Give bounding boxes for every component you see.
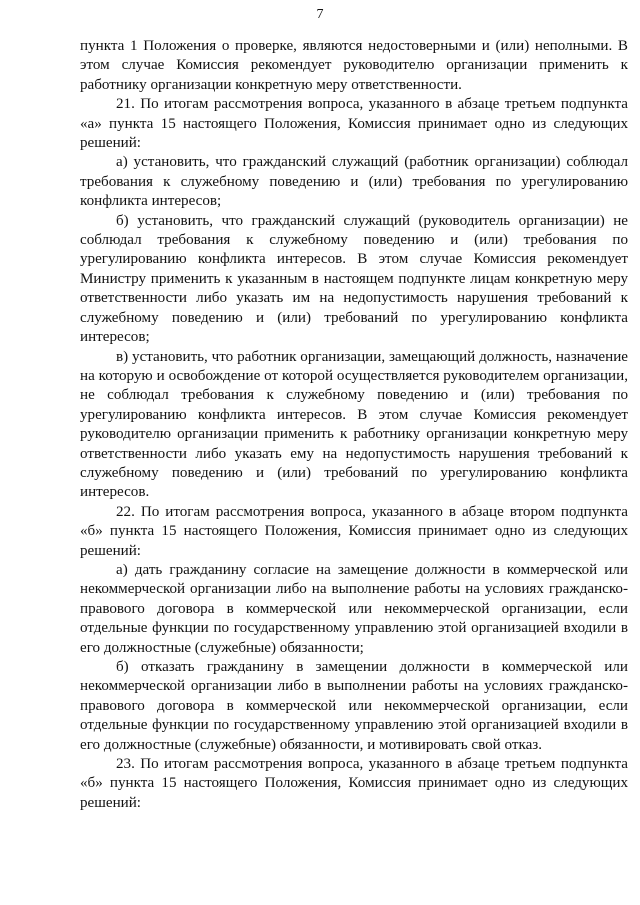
paragraph-21-v: в) установить, что работник организации, замещающий должность, назначение на которую и освобождение от которой осуществляется руководителем организации, не соблюдал требования к служебному поведению и (или) требования по урегулированию конфликта интересов. В этом случае Комиссия рекомендует руководителю организации применить к работнику организации конкретную меру ответственности либо указать ему на недопустимость нарушения требований к служебному поведению и (или) требований по урегулированию конфликта интересов. — [80, 348, 628, 501]
paragraph-continuation: пункта 1 Положения о проверке, являются недостоверными и (или) неполными. В этом случае Комиссия рекомендует руководителю организации применить к работнику организации конкретную меру ответственности. — [80, 38, 628, 93]
paragraph-21-a: а) установить, что гражданский служащий (работник организации) соблюдал требования к служебному поведению и (или) требования по урегулированию конфликта интересов; — [80, 154, 628, 210]
paragraph-22-b: б) отказать гражданину в замещении должности в коммерческой или некоммерческой организации либо в выполнении работы на условиях гражданско-правового договора в коммерческой или некоммерческой организации, если отдельные функции по государственному управлению этой организацией входили в его должностные (служебные) обязанности, и мотивировать свой отказ. — [80, 659, 628, 753]
paragraph-22: 22. По итогам рассмотрения вопроса, указанного в абзаце втором подпункта «б» пункта 15 настоящего Положения, Комиссия принимает одно из следующих решений: — [80, 503, 628, 559]
page-number: 7 — [316, 7, 324, 22]
paragraph-23: 23. По итогам рассмотрения вопроса, указанного в абзаце третьем подпункта «б» пункта 15 настоящего Положения, Комиссия принимает одно из следующих решений: — [80, 756, 628, 811]
document-body — [80, 37, 628, 813]
paragraph-21: 21. По итогам рассмотрения вопроса, указанного в абзаце третьем подпункта «а» пункта 15 настоящего Положения, Комиссия принимает одно из следующих решений: — [80, 96, 628, 152]
paragraph-22-a: а) дать гражданину согласие на замещение должности в коммерческой или некоммерческой организации либо на выполнение работы на условиях гражданско-правового договора в коммерческой или некоммерческой организации, если отдельные функции по государственному управлению этой организацией входили в его должностные (служебные) обязанности; — [80, 561, 628, 656]
paragraph-21-b: б) установить, что гражданский служащий (руководитель организации) не соблюдал требования к служебному поведению и (или) требования по урегулированию конфликта интересов. В этом случае Комиссия рекомендует Министру применить к указанным в настоящем подпункте лицам конкретную меру ответственности либо указать им на недопустимость нарушения требований к служебному поведению и (или) требований по урегулированию конфликта интересов; — [80, 212, 628, 346]
